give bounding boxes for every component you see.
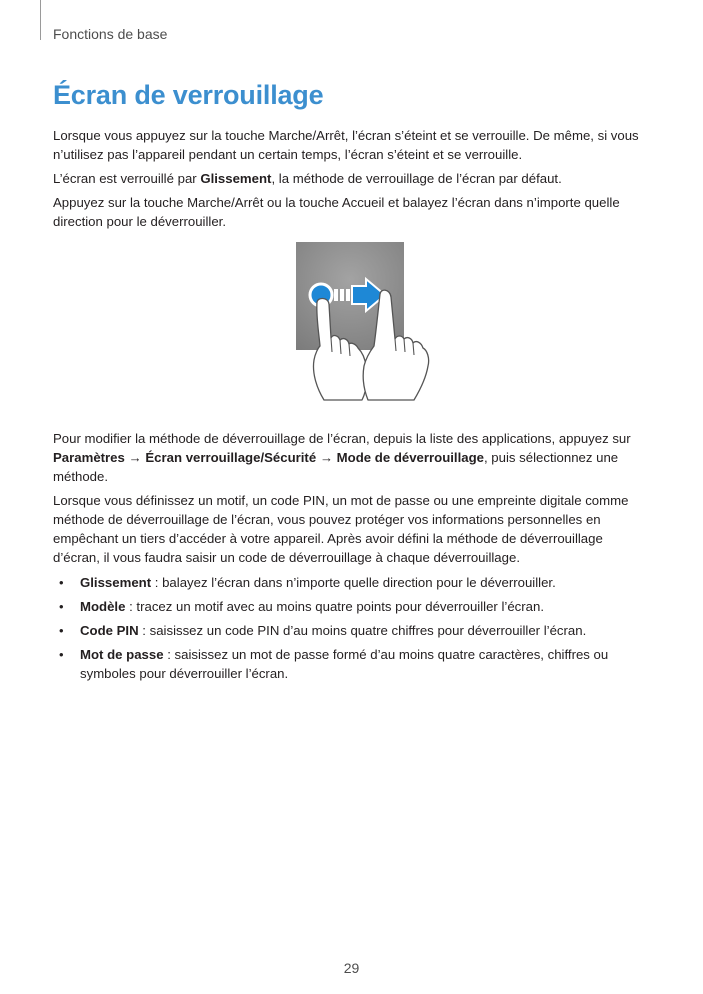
- paragraph-intro: Lorsque vous appuyez sur la touche Marche/Arrêt, l’écran s’éteint et se verrouille. De même, si vous n’utilisez pas l’appareil pendant un certain temps, l’écran s’éteint et se verrouille.: [53, 128, 639, 162]
- list-item-text: : saisissez un code PIN d’au moins quatre chiffres pour déverrouiller l’écran.: [138, 623, 587, 638]
- text-run: Pour modifier la méthode de déverrouillage de l’écran, depuis la liste des applications, appuyez sur: [53, 431, 631, 446]
- list-item-term: Modèle: [80, 599, 126, 614]
- bullet-glyph: •: [59, 647, 64, 662]
- list-item-text: : balayez l’écran dans n’importe quelle direction pour le déverrouiller.: [151, 575, 556, 590]
- list-item: [53, 621, 643, 640]
- swipe-gesture-illustration: [53, 242, 643, 422]
- menu-path-unlock-mode: Mode de déverrouillage: [336, 450, 484, 465]
- text-run: , puis sélectionnez une méthode.: [53, 450, 619, 484]
- list-item: [53, 597, 643, 616]
- list-item-text: : tracez un motif avec au moins quatre points pour déverrouiller l’écran.: [125, 599, 544, 614]
- menu-path-arrow: →: [316, 450, 337, 465]
- list-item-term: Code PIN: [80, 623, 139, 638]
- text-run: L’écran est verrouillé par: [53, 171, 201, 186]
- page-margin-rule: [40, 0, 41, 40]
- section-title: Écran de verrouillage: [53, 80, 324, 110]
- bullet-glyph: •: [59, 599, 64, 614]
- unlock-methods-list: [53, 573, 643, 683]
- running-header: Fonctions de base: [53, 26, 168, 42]
- list-item-term: Glissement: [80, 575, 152, 590]
- menu-path-settings: Paramètres: [53, 450, 125, 465]
- bullet-glyph: •: [59, 623, 64, 638]
- swipe-illustration-svg: [296, 242, 436, 404]
- list-item-text: : saisissez un mot de passe formé d’au moins quatre caractères, chiffres ou symboles pour déverrouiller l’écran.: [80, 647, 609, 681]
- body-content: [53, 126, 643, 688]
- list-item-term: Mot de passe: [80, 647, 164, 662]
- bold-term-glissement: Glissement: [200, 171, 272, 186]
- paragraph-change-method: [53, 429, 643, 486]
- menu-path-lockscreen-security: Écran verrouillage/Sécurité: [145, 450, 317, 465]
- paragraph-security-info: Lorsque vous définissez un motif, un code PIN, un mot de passe ou une empreinte digitale comme méthode de déverrouillage de l’écran, vous pouvez protéger vos informations personnelles en empêchant un tiers d’accéder à votre appareil. Après avoir défini la méthode de déverrouillage d’écran, il vous faudra saisir un code de déverrouillage à chaque déverrouillage.: [53, 493, 629, 565]
- text-run: , la méthode de verrouillage de l’écran par défaut.: [271, 171, 562, 186]
- paragraph-unlock-instructions: Appuyez sur la touche Marche/Arrêt ou la touche Accueil et balayez l’écran dans n’importe quelle direction pour le déverrouiller.: [53, 195, 620, 229]
- page-number: 29: [343, 960, 360, 976]
- bullet-glyph: •: [59, 575, 64, 590]
- list-item: [53, 645, 643, 683]
- menu-path-arrow: →: [124, 450, 146, 465]
- paragraph-default-method: [53, 169, 643, 188]
- list-item: [53, 573, 643, 592]
